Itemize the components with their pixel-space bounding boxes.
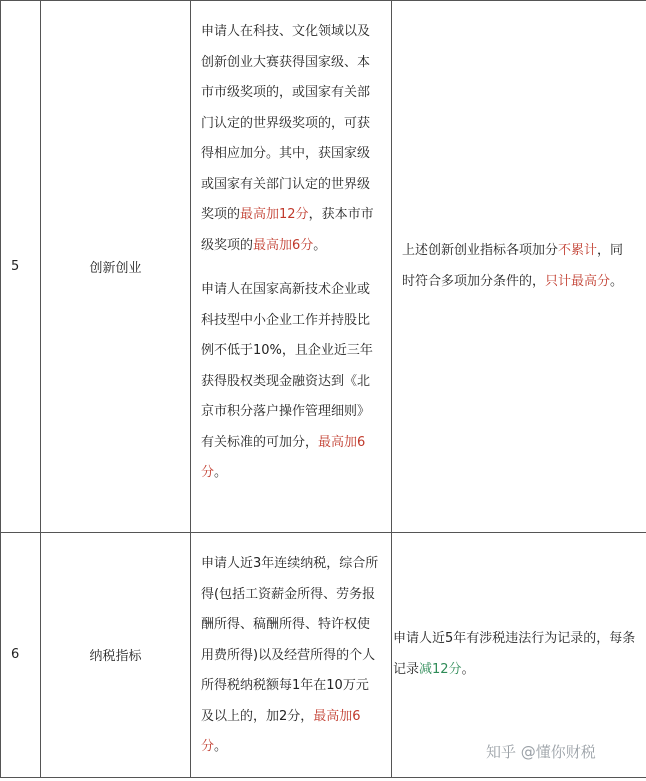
requirement-cell [191, 1, 392, 533]
note-highlight: 不累计 [558, 243, 598, 258]
requirement-paragraph [201, 17, 381, 261]
row-category: 创新创业 [41, 1, 191, 533]
requirement-text: 。 [214, 465, 228, 480]
note-text: 上述创新创业指标各项加分 [402, 243, 559, 258]
note-text: 。 [461, 661, 475, 677]
table-row [1, 1, 646, 533]
requirement-text: 申请人在国家高新技术企业或科技型中小企业工作并持股比例不低于10%，且企业近三年获得股权类现金融资达到《北京市积分落户操作管理细则》有关标准的可加分， [201, 282, 373, 450]
score-highlight: 最高加6分 [201, 434, 366, 480]
score-highlight: 最高加6分 [253, 237, 314, 253]
requirement-cell [191, 533, 392, 778]
note-highlight: 减12分 [419, 661, 462, 677]
requirement-text: 。 [214, 739, 228, 754]
note-text: ，同时符合多项加分条件的， [402, 243, 624, 289]
requirement-paragraph [201, 549, 381, 763]
requirement-text: 申请人近3年连续纳税，综合所得(包括工资薪金所得、劳务报酬所得、稿酬所得、特许权使用费所得)以及经营所得的个人所得税纳税额每1年在10万元及以上的，加2分， [201, 556, 379, 724]
row-category: 纳税指标 [41, 533, 191, 778]
note-highlight: 只计最高分 [545, 273, 611, 289]
row-number: 5 [1, 1, 41, 533]
score-highlight: 最高加12分 [240, 207, 309, 222]
note-cell [392, 1, 646, 533]
row-number: 6 [1, 533, 41, 778]
note-text: 。 [610, 273, 624, 289]
score-highlight: 最高加6分 [201, 708, 361, 754]
requirement-text: 申请人在科技、文化领域以及创新创业大赛获得国家级、本市市级奖项的，或国家有关部门认定的世界级奖项的，可获得相应加分。其中，获国家级或国家有关部门认定的世界级奖项的 [201, 24, 371, 222]
note-text: 申请人近5年有涉税违法行为记录的，每条记录 [393, 631, 636, 677]
watermark: 知乎 @懂你财税 [486, 743, 596, 761]
requirement-text: ，获本市市级奖项的 [201, 207, 374, 253]
requirement-text: 。 [313, 237, 327, 253]
requirement-paragraph [201, 275, 381, 489]
